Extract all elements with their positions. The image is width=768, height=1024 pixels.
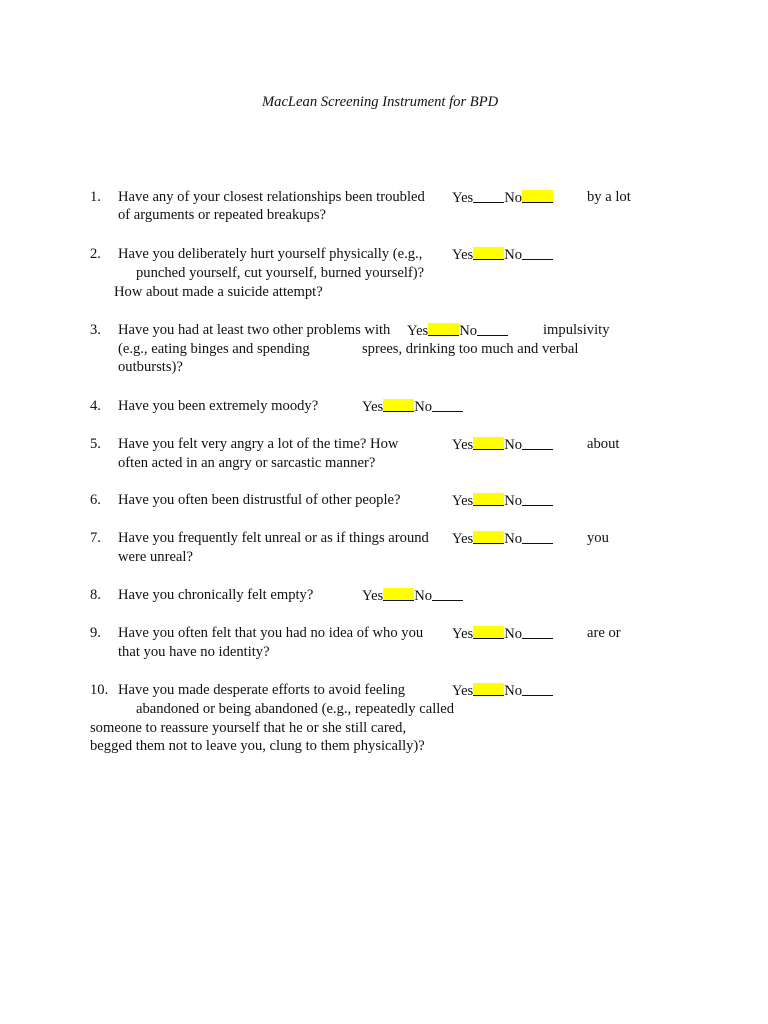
no-label: No — [504, 626, 523, 642]
question-text: Have you frequently felt unreal or as if things around — [118, 530, 429, 546]
question-text: Have you often been distrustful of other people? — [118, 492, 401, 508]
answer-field[interactable] — [452, 189, 553, 207]
yes-blank[interactable] — [473, 190, 504, 203]
question-text: How about made a suicide attempt? — [114, 284, 323, 300]
yes-label: Yes — [362, 588, 384, 604]
question-number: 2. — [90, 246, 101, 262]
yes-blank[interactable] — [428, 323, 459, 336]
no-blank[interactable] — [522, 493, 553, 506]
question-number: 8. — [90, 587, 101, 603]
answer-field[interactable] — [452, 436, 553, 454]
no-blank[interactable] — [522, 437, 553, 450]
yes-blank[interactable] — [473, 247, 504, 260]
yes-label: Yes — [452, 493, 474, 509]
no-blank[interactable] — [477, 323, 508, 336]
document-title: MacLean Screening Instrument for BPD — [262, 94, 499, 110]
question-text: sprees, drinking too much and verbal — [362, 341, 579, 357]
question-text: someone to reassure yourself that he or she still cared, — [90, 720, 407, 736]
question-text: Have you been extremely moody? — [118, 398, 319, 414]
answer-field[interactable] — [452, 530, 553, 548]
yes-label: Yes — [452, 626, 474, 642]
answer-field[interactable] — [452, 246, 553, 264]
question-number: 5. — [90, 436, 101, 452]
answer-field[interactable] — [407, 322, 508, 340]
question-text: Have any of your closest relationships been troubled — [118, 189, 425, 205]
no-label: No — [504, 247, 523, 263]
question-number: 1. — [90, 189, 101, 205]
yes-blank[interactable] — [473, 437, 504, 450]
question-number: 6. — [90, 492, 101, 508]
yes-blank[interactable] — [383, 399, 414, 412]
yes-label: Yes — [452, 683, 474, 699]
no-blank[interactable] — [432, 588, 463, 601]
no-blank[interactable] — [522, 626, 553, 639]
no-label: No — [504, 493, 523, 509]
question-text: outbursts)? — [118, 359, 183, 375]
question-text: Have you often felt that you had no idea of who you — [118, 625, 424, 641]
no-label: No — [414, 399, 433, 415]
no-blank[interactable] — [432, 399, 463, 412]
no-blank[interactable] — [522, 247, 553, 260]
answer-field[interactable] — [452, 492, 553, 510]
question-side-text: about — [587, 436, 620, 452]
no-label: No — [414, 588, 433, 604]
answer-field[interactable] — [452, 682, 553, 700]
question-text: Have you felt very angry a lot of the time? How — [118, 436, 399, 452]
answer-field[interactable] — [452, 625, 553, 643]
yes-label: Yes — [452, 531, 474, 547]
question-number: 10. — [90, 682, 109, 698]
question-text: Have you had at least two other problems with — [118, 322, 391, 338]
question-text: Have you deliberately hurt yourself physically (e.g., — [118, 246, 423, 262]
question-number: 9. — [90, 625, 101, 641]
question-side-text: you — [587, 530, 609, 546]
yes-blank[interactable] — [473, 683, 504, 696]
yes-label: Yes — [452, 437, 474, 453]
question-text: (e.g., eating binges and spending — [118, 341, 310, 357]
no-blank[interactable] — [522, 531, 553, 544]
question-side-text: by a lot — [587, 189, 631, 205]
yes-blank[interactable] — [473, 626, 504, 639]
yes-label: Yes — [452, 190, 474, 206]
yes-label: Yes — [407, 323, 429, 339]
no-label: No — [504, 190, 523, 206]
question-text: of arguments or repeated breakups? — [118, 207, 327, 223]
yes-blank[interactable] — [473, 493, 504, 506]
question-text: Have you made desperate efforts to avoid feeling — [118, 682, 406, 698]
question-text: Have you chronically felt empty? — [118, 587, 314, 603]
yes-blank[interactable] — [383, 588, 414, 601]
question-text: abandoned or being abandoned (e.g., repeatedly called — [136, 701, 455, 717]
question-number: 4. — [90, 398, 101, 414]
no-label: No — [504, 683, 523, 699]
question-text: begged them not to leave you, clung to them physically)? — [90, 738, 425, 754]
no-label: No — [504, 531, 523, 547]
no-label: No — [459, 323, 478, 339]
question-side-text: impulsivity — [543, 322, 610, 338]
no-label: No — [504, 437, 523, 453]
question-text: that you have no identity? — [118, 644, 270, 660]
answer-field[interactable] — [362, 398, 463, 416]
question-side-text: are or — [587, 625, 621, 641]
answer-field[interactable] — [362, 587, 463, 605]
question-number: 7. — [90, 530, 101, 546]
question-text: punched yourself, cut yourself, burned yourself)? — [136, 265, 425, 281]
question-text: were unreal? — [118, 549, 193, 565]
question-text: often acted in an angry or sarcastic manner? — [118, 455, 376, 471]
no-blank[interactable] — [522, 190, 553, 203]
question-number: 3. — [90, 322, 101, 338]
yes-label: Yes — [362, 399, 384, 415]
no-blank[interactable] — [522, 683, 553, 696]
yes-blank[interactable] — [473, 531, 504, 544]
yes-label: Yes — [452, 247, 474, 263]
